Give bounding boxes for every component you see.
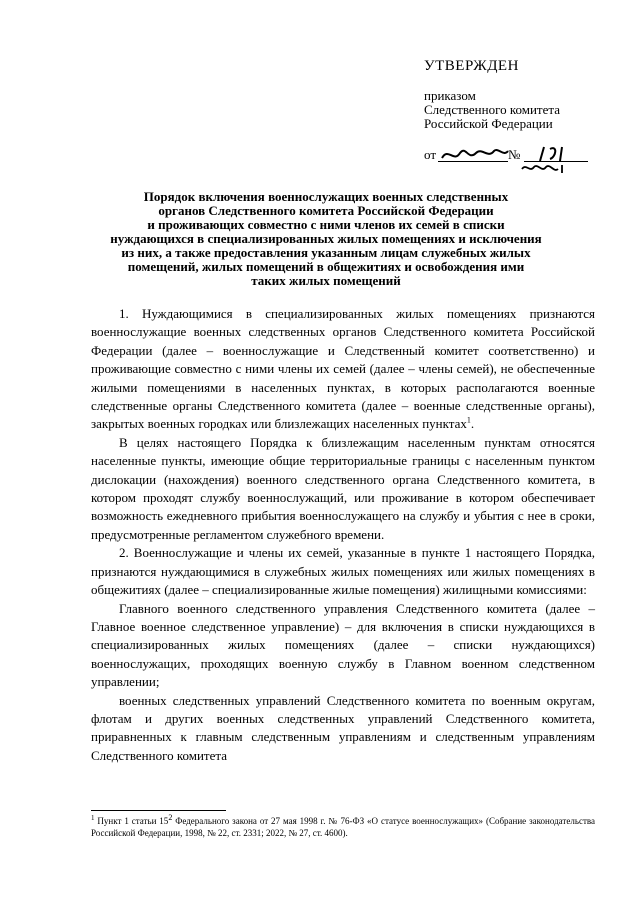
approval-block: [424, 58, 624, 177]
handwritten-date-number-signature: [438, 143, 598, 179]
approval-line-order: приказом: [424, 88, 476, 103]
heading-line-1: Порядок включения военнослужащих военных следственных: [143, 189, 509, 204]
footnote-article-sup: 2: [168, 813, 173, 822]
order-date-number-line: [424, 143, 624, 177]
heading-line-6: помещений, жилых помещений в общежитиях и освобождения ими: [127, 259, 525, 274]
order-number-label: №: [508, 147, 521, 162]
footnote: [91, 815, 595, 839]
heading-line-7: таких жилых помещений: [251, 273, 401, 288]
paragraph-3: 2. Военнослужащие и члены их семей, указанные в пункте 1 настоящего Порядка, признаются нуждающимися в служебных жилых помещениях или жилых помещениях в общежитиях (далее – специализированные жилые помещения) жилищными комиссиями:: [91, 545, 595, 598]
paragraph-2: В целях настоящего Порядка к близлежащим населенным пунктам относятся населенные пункты, имеющие общие территориальные границы с населенным пунктом дислокации (нахождения) военного следственного органа Следственного комитета, в котором проходят службу военнослужащий, или проживание в котором обеспечивает возможность ежедневного прибытия военнослужащего на службу и убытия с нее в сроки, предусмотренные регламентом служебного времени.: [91, 434, 595, 542]
heading-line-3: и проживающих совместно с ними членов их семей в списки: [147, 217, 505, 232]
approval-title: УТВЕРЖДЕН: [424, 58, 519, 74]
footnote-number: 1: [91, 814, 95, 822]
document-body: [91, 305, 595, 765]
footnote-text-a: Пункт 1 статьи 15: [97, 816, 169, 826]
paragraph-1: [91, 305, 595, 434]
footnote-ref: 1: [466, 416, 471, 426]
paragraph-5: военных следственных управлений Следственного комитета по военным округам, флотам и других военных следственных управлений Следственного комитета, приравненных к главным следственным управлениям и следственным управлениям Следственного комитета: [91, 692, 595, 763]
paragraph-1-end: .: [470, 416, 475, 432]
paragraph-4: Главного военного следственного управления Следственного комитета (далее – Главное военное следственное управление) – для включения в списки нуждающихся в специализированных жилых помещениях (далее – списки нуждающихся) военнослужащих, проходящих военную службу в Главном военном следственном управлении;: [91, 600, 595, 690]
footnote-text-b: Федерального закона от 27 мая 1998 г. № 76-ФЗ «О статусе военнослужащих» (Собрание законодательства Российской Федерации, 1998, № 22, ст. 2331; 2022, № 27, ст. 4600).: [91, 816, 596, 838]
heading-line-4: нуждающихся в специализированных жилых помещениях и исключения: [110, 231, 542, 246]
approval-line-federation: Российской Федерации: [424, 116, 553, 131]
paragraph-1-text: 1. Нуждающимися в специализированных жилых помещениях признаются военнослужащие военных следственных органов Следственного комитета Российской Федерации (далее – военнослужащие и Следственный комитет соответственно) и проживающие совместно с ними члены их семей (далее – члены семей), не обеспеченные жилыми помещениями в населенных пунктах, в которых располагаются военные следственные органы Следственного комитета (далее – военные следственные органы), закрытых военных городках или близлежащих населенных пунктах: [91, 306, 595, 432]
order-from-label: от: [424, 147, 437, 162]
footnote-divider: [91, 810, 226, 811]
approval-line-committee: Следственного комитета: [424, 102, 560, 117]
document-heading: [90, 190, 562, 288]
heading-line-5: из них, а также предоставления указанным лицам служебных жилых: [121, 245, 531, 260]
heading-line-2: органов Следственного комитета Российской Федерации: [158, 203, 494, 218]
